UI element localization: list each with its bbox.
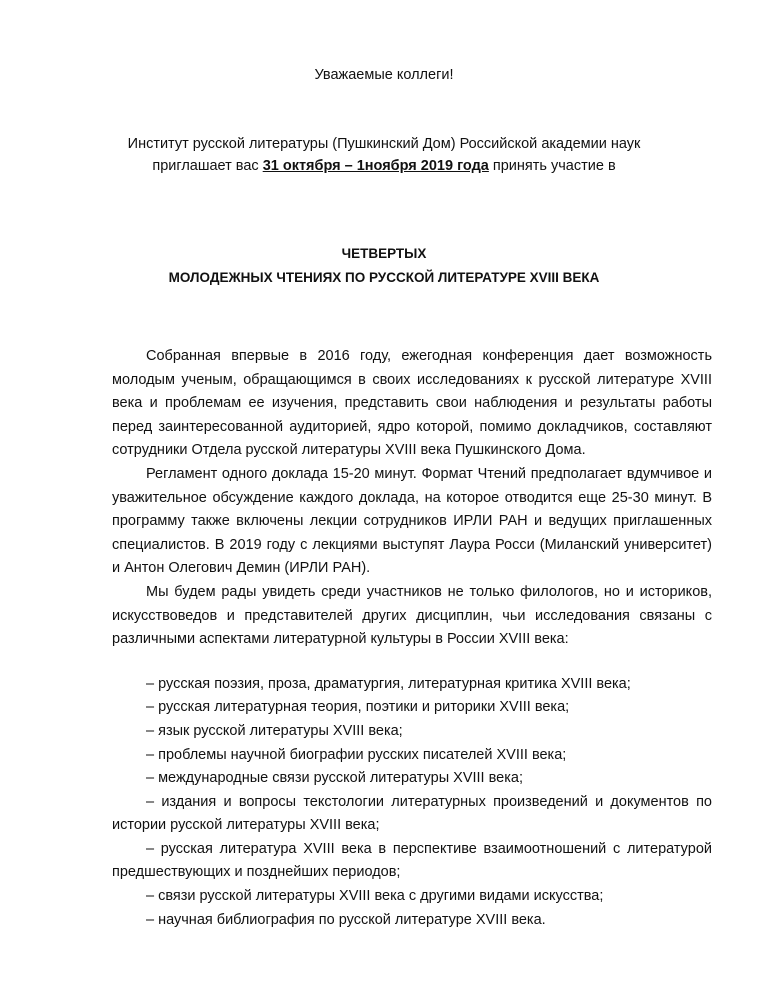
- event-title-line-2: МОЛОДЕЖНЫХ ЧТЕНИЯХ ПО РУССКОЙ ЛИТЕРАТУРЕ XVIII ВЕКА: [168, 270, 600, 285]
- event-title-line-1: ЧЕТВЕРТЫХ: [341, 246, 427, 261]
- topics-list: [112, 673, 712, 933]
- list-item: – русская литература XVIII века в перспективе взаимоотношений с литературой предшествующих и позднейших периодов;: [112, 840, 712, 881]
- invitation-line-1: Институт русской литературы (Пушкинский Дом) Российской академии наук: [127, 136, 641, 152]
- invitation-dates: 31 октября – 1ноября 2019 года: [262, 158, 489, 174]
- paragraph-conference-description: Собранная впервые в 2016 году, ежегодная конференция дает возможность молодым ученым, обращающимся в своих исследованиях к русской литературе XVIII века и проблемам ее изучения, представить свои наблюдения и результаты работы перед заинтересованной аудиторией, ядро которой, помимо докладчиков, составляют сотрудники Отдела русской литературы XVIII века Пушкинского Дома.: [112, 348, 712, 459]
- paragraph-format: Регламент одного доклада 15-20 минут. Формат Чтений предполагает вдумчивое и уважительное обсуждение каждого доклада, на которое отводится еще 25-30 минут. В программу также включены лекции сотрудников ИРЛИ РАН и ведущих приглашенных специалистов. В 2019 году с лекциями выступят Лаура Росси (Миланский университет) и Антон Олегович Демин (ИРЛИ РАН).: [112, 465, 712, 577]
- list-item: – международные связи русской литературы XVIII века;: [146, 770, 523, 787]
- invitation-before-dates: приглашает вас: [152, 158, 263, 174]
- list-item: – русская поэзия, проза, драматургия, литературная критика XVIII века;: [146, 675, 631, 692]
- list-item: – язык русской литературы XVIII века;: [146, 722, 403, 739]
- invitation-line-2: [0, 155, 768, 177]
- paragraph-participants: Мы будем рады увидеть среди участников не только филологов, но и историков, искусствоведов и представителей других дисциплин, чьи исследования связаны с различными аспектами литературной культуры в России XVIII века:: [112, 583, 712, 648]
- invitation-after-dates: принять участие в: [488, 158, 616, 174]
- list-item: – проблемы научной биографии русских писателей XVIII века;: [146, 746, 567, 763]
- document-body: [112, 345, 712, 932]
- list-item: – русская литературная теория, поэтики и риторики XVIII века;: [146, 699, 570, 716]
- invitation-text: [0, 133, 768, 177]
- event-title: [0, 242, 768, 290]
- list-item: – издания и вопросы текстологии литературных произведений и документов по истории русской литературы XVIII века;: [112, 793, 712, 834]
- greeting: Уважаемые коллеги!: [314, 67, 454, 83]
- list-item: – связи русской литературы XVIII века с другими видами искусства;: [146, 888, 604, 905]
- list-item: – научная библиография по русской литературе XVIII века.: [146, 911, 546, 928]
